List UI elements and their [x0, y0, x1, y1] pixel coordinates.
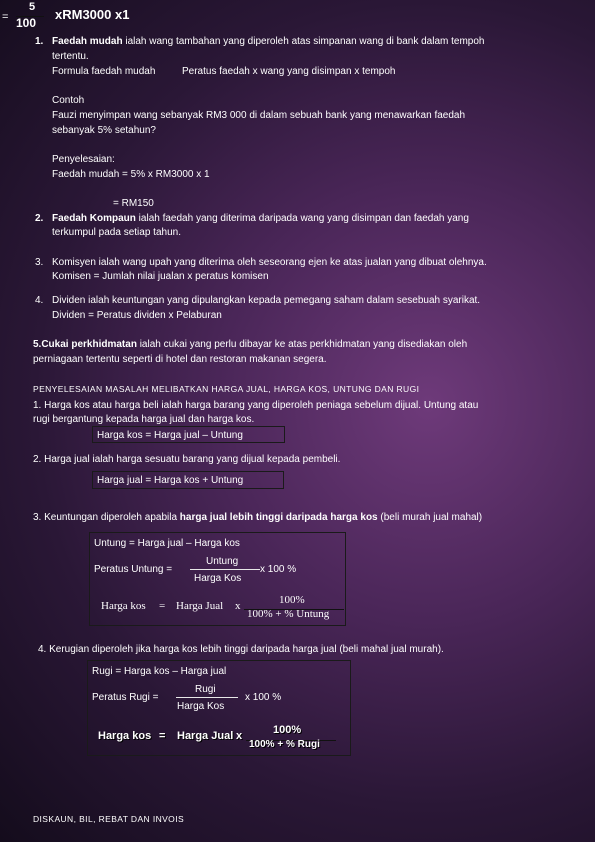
p4-text1: 4. Kerugian diperoleh jika harga kos lebih tinggi daripada harga jual (beli mahal jual murah).	[38, 644, 444, 655]
s5-text2: perniagaan tertentu seperti di hotel dan restoran makanan segera.	[33, 354, 327, 365]
s1-line1	[52, 34, 484, 49]
p4-hk-denominator: 100% + % Rugi	[249, 739, 320, 750]
s1-calculation: Faedah mudah = 5% x RM3000 x 1	[52, 169, 210, 180]
p1-text1: 1. Harga kos atau harga beli ialah harga barang yang diperoleh peniaga sebelum dijual. Untung atau	[33, 400, 479, 411]
s3-number: 3.	[35, 257, 44, 268]
section-heading-untung-rugi: PENYELESAIAN MASALAH MELIBATKAN HARGA JUAL, HARGA KOS, UNTUNG DAN RUGI	[33, 384, 420, 394]
s1-example-line1: Fauzi menyimpan wang sebanyak RM3 000 di dalam sebuah bank yang menawarkan faedah	[52, 110, 466, 121]
p4-peratus-denominator: Harga Kos	[177, 701, 225, 712]
p4-peratus-fraction-line	[176, 697, 238, 698]
s2-text2: terkumpul pada setiap tahun.	[52, 227, 181, 238]
p3-peratus-label: Peratus Untung =	[94, 564, 173, 575]
p3-hk-denominator: 100% + % Untung	[247, 608, 330, 620]
s4-text2: Dividen = Peratus dividen x Pelaburan	[52, 310, 222, 321]
p1-formula-box	[92, 426, 285, 443]
p2-text1: 2. Harga jual ialah harga sesuatu barang yang dijual kepada pembeli.	[33, 454, 341, 465]
s2-line1	[52, 211, 469, 226]
s2-text1: ialah faedah yang diterima daripada wang yang disimpan dan faedah yang	[135, 213, 469, 224]
p3-hk-hargajual: Harga Jual	[176, 600, 224, 612]
p3-peratus-times: x 100 %	[260, 564, 297, 575]
p4-peratus-times: x 100 %	[245, 692, 282, 703]
s3-text2: Komisen = Jumlah nilai jualan x peratus komisen	[52, 271, 269, 282]
top-fraction-denominator: 100	[16, 16, 37, 30]
s2-term: Faedah Kompaun	[52, 213, 136, 224]
p4-peratus-label: Peratus Rugi =	[92, 692, 159, 703]
s4-text1: Dividen ialah keuntungan yang dipulangkan kepada pemegang saham dalam sesebuah syarikat.	[52, 295, 481, 306]
s1-penyelesaian: Penyelesaian:	[52, 154, 115, 165]
p3-pre: 3. Keuntungan diperoleh apabila	[33, 512, 180, 523]
p4-formula-box	[87, 660, 351, 756]
p1-box-text: Harga kos = Harga jual – Untung	[97, 430, 243, 441]
p3-peratus-denominator: Harga Kos	[194, 573, 242, 584]
equals-sign: =	[2, 11, 9, 23]
p3-hk-label: Harga kos	[101, 600, 146, 612]
p3-untung-formula: Untung = Harga jual – Harga kos	[94, 538, 240, 549]
p3-hk-times: x	[235, 600, 241, 612]
p4-rugi-formula: Rugi = Harga kos – Harga jual	[92, 666, 227, 677]
p3-post: (beli murah jual mahal)	[377, 512, 483, 523]
p3-peratus-numerator: Untung	[206, 556, 239, 567]
p4-peratus-numerator: Rugi	[195, 684, 216, 695]
s1-text1: ialah wang tambahan yang diperoleh atas simpanan wang di bank dalam tempoh	[122, 36, 485, 47]
p3-hk-equals: =	[159, 600, 166, 612]
footer-heading: DISKAUN, BIL, REBAT DAN INVOIS	[33, 814, 185, 824]
s1-formula-label: Formula faedah mudah	[52, 66, 156, 77]
p4-hk-equals: =	[159, 730, 166, 742]
p4-hk-hargajual: Harga Jual	[177, 730, 234, 742]
p2-box-text: Harga jual = Harga kos + Untung	[97, 475, 244, 486]
s1-formula: Peratus faedah x wang yang disimpan x tempoh	[182, 66, 396, 77]
s1-contoh: Contoh	[52, 95, 85, 106]
p3-bold: harga jual lebih tinggi daripada harga kos	[179, 512, 378, 523]
s1-result: = RM150	[113, 198, 154, 209]
p3-intro	[33, 510, 482, 525]
s4-number: 4.	[35, 295, 44, 306]
s3-text1: Komisyen ialah wang upah yang diterima oleh seseorang ejen ke atas jualan yang dibuat olehnya.	[52, 257, 487, 268]
s2-number: 2.	[35, 213, 44, 224]
p2-formula-box	[92, 471, 284, 489]
p4-hk-label: Harga kos	[98, 730, 152, 742]
s5-term: 5.Cukai perkhidmatan	[33, 339, 137, 350]
p3-formula-box	[89, 532, 346, 626]
p4-hk-times: x	[236, 730, 243, 742]
p4-hk-numerator: 100%	[273, 724, 302, 736]
s1-number: 1.	[35, 36, 44, 47]
top-formula-rest: xRM3000 x1	[55, 7, 130, 22]
top-fraction-numerator: 5	[29, 1, 36, 13]
p1-text2: rugi bergantung kepada harga jual dan harga kos.	[33, 414, 255, 425]
p3-peratus-fraction-line	[190, 569, 260, 570]
s1-term: Faedah mudah	[52, 36, 123, 47]
s5-line1	[33, 337, 467, 352]
s1-example-line2: sebanyak 5% setahun?	[52, 125, 156, 136]
s1-text2: tertentu.	[52, 51, 89, 62]
s5-text1: ialah cukai yang perlu dibayar ke atas perkhidmatan yang disediakan oleh	[136, 339, 468, 350]
p3-hk-numerator: 100%	[279, 594, 305, 606]
